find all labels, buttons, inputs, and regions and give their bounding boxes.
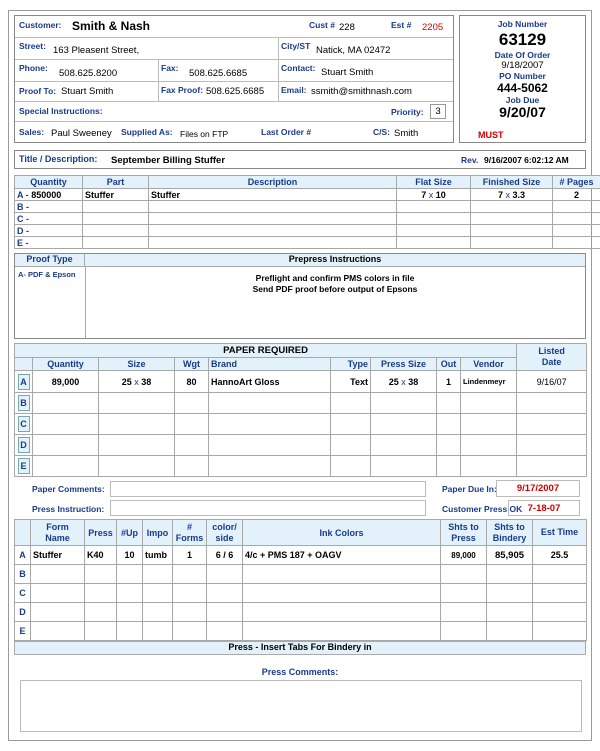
- press-header-shts-to-bindery: Shts to Bindery: [487, 520, 533, 546]
- est-no: 2205: [422, 22, 444, 33]
- parts-row: [15, 237, 600, 249]
- insert-tabs-bar: [14, 641, 586, 655]
- contact-label: Contact:: [281, 63, 316, 73]
- paper-due-label: Paper Due In:: [442, 484, 497, 494]
- date-of-order: 9/18/2007: [501, 60, 544, 71]
- phone-value: 508.625.8200: [59, 68, 118, 79]
- press-est-time: 25.5: [550, 550, 569, 560]
- paper-header-press-size: Press Size: [371, 358, 437, 371]
- date-of-order-label: Date Of Order: [494, 50, 551, 60]
- paper-row: [15, 371, 587, 393]
- press-comments-label: Press Comments:: [261, 667, 339, 677]
- parts-header-finished-size: Finished Size: [471, 176, 553, 189]
- paper-header-size: Size: [99, 358, 175, 371]
- customer-block: [14, 15, 454, 143]
- times-sign: x: [401, 376, 406, 387]
- job-number: 63129: [498, 30, 547, 49]
- fax-proof-label: Fax Proof:: [161, 85, 204, 95]
- insert-tabs-text: Press - Insert Tabs For Bindery in: [228, 642, 372, 652]
- proof-to-label: Proof To:: [19, 86, 57, 96]
- paper-row-letter[interactable]: B: [18, 395, 30, 411]
- parts-row-letter: D -: [15, 225, 83, 237]
- paper-brand: HannoArt Gloss: [211, 376, 280, 387]
- date-label: Date: [541, 357, 562, 367]
- paper-table: [14, 343, 586, 477]
- paper-wgt: 80: [186, 376, 197, 387]
- parts-row-letter: A -: [17, 189, 29, 200]
- parts-row: [15, 189, 600, 201]
- flat-size-h: 10: [435, 189, 446, 200]
- press-shts-to-press: 89,000: [451, 550, 476, 560]
- parts-table: [14, 175, 594, 249]
- customer-press-ok-label: Customer Press OK: [442, 504, 523, 514]
- sales-label: Sales:: [19, 127, 45, 137]
- paper-row: [15, 393, 587, 414]
- customer-press-ok-value: 7-18-07: [508, 500, 580, 516]
- press-header-est-time: Est Time: [533, 520, 587, 546]
- street-value: 163 Pleasent Street,: [53, 45, 140, 56]
- times-sign: x: [428, 189, 434, 200]
- parts-header-quantity: Quantity: [15, 176, 83, 189]
- job-number-label: Job Number: [497, 19, 548, 29]
- contact-value: Stuart Smith: [321, 67, 374, 78]
- rev-value: 9/16/2007 6:02:12 AM: [484, 155, 569, 165]
- finished-size-w: 7: [497, 189, 503, 200]
- press-row-letter: C: [15, 584, 31, 603]
- press-header-shts-to-press: Shts to Press: [441, 520, 487, 546]
- press-header-ink-colors: Ink Colors: [243, 520, 441, 546]
- press-row: [15, 565, 587, 584]
- city-label: City/ST: [281, 41, 311, 51]
- special-instructions-label: Special Instructions:: [19, 106, 103, 116]
- paper-comments-field[interactable]: [110, 481, 426, 497]
- email-label: Email:: [281, 85, 307, 95]
- parts-row: [15, 225, 600, 237]
- proof-type-value: A- PDF & Epson: [18, 270, 76, 279]
- prepress-label: Prepress Instructions: [288, 254, 382, 264]
- press-size-w: 25: [388, 376, 399, 387]
- press-up: 10: [124, 550, 135, 560]
- parts-row-letter: C -: [15, 213, 83, 225]
- paper-row-letter[interactable]: D: [18, 437, 30, 453]
- priority-label: Priority:: [391, 107, 424, 117]
- parts-row: [15, 213, 600, 225]
- job-due: 9/20/07: [499, 104, 546, 120]
- paper-vendor: Lindenmeyr: [463, 377, 506, 386]
- paper-row-letter[interactable]: C: [18, 416, 30, 432]
- job-due-label: Job Due: [505, 95, 540, 105]
- press-header-up: #Up: [117, 520, 143, 546]
- paper-quantity: 89,000: [51, 376, 80, 387]
- must-flag: MUST: [478, 130, 504, 140]
- rev-label: Rev.: [461, 155, 479, 165]
- press-table: [14, 519, 586, 641]
- press-ink-colors: 4/c + PMS 187 + OAGV: [245, 550, 342, 560]
- parts-description: Stuffer: [151, 189, 180, 200]
- job-block: [459, 15, 586, 143]
- last-order-label: Last Order #: [261, 127, 312, 137]
- paper-row: [15, 414, 587, 435]
- press-instruction-label: Press Instruction:: [32, 504, 105, 514]
- press-header-form-name: Form Name: [31, 520, 85, 546]
- paper-due-value: 9/17/2007: [496, 480, 580, 497]
- parts-header-part: Part: [83, 176, 149, 189]
- press-row: [15, 603, 587, 622]
- press-row-letter: B: [15, 565, 31, 584]
- paper-comments-label: Paper Comments:: [32, 484, 105, 494]
- prepress-block: [14, 253, 586, 339]
- press-comments-field[interactable]: [20, 680, 582, 732]
- paper-row: [15, 456, 587, 477]
- cs-value: Smith: [394, 128, 419, 139]
- paper-header-brand: Brand: [209, 358, 331, 371]
- cust-no: 228: [339, 22, 355, 33]
- finished-size-h: 3.3: [512, 189, 526, 200]
- paper-header-vendor: Vendor: [461, 358, 517, 371]
- press-header-impo: Impo: [143, 520, 173, 546]
- proof-to-value: Stuart Smith: [61, 86, 114, 97]
- fax-label: Fax:: [161, 63, 179, 73]
- press-row: [15, 584, 587, 603]
- parts-pages: 2: [573, 189, 579, 200]
- prepress-line-1: Preflight and confirm PMS colors in file: [255, 273, 415, 283]
- flat-size-w: 7: [421, 189, 427, 200]
- cs-label: C/S:: [373, 127, 390, 137]
- cust-no-label: Cust #: [309, 20, 335, 30]
- paper-header-type: Type: [331, 358, 371, 371]
- po-number-label: PO Number: [499, 71, 546, 81]
- parts-header-pages: # Pages: [553, 176, 600, 189]
- paper-type: Text: [350, 376, 368, 387]
- paper-out: 1: [445, 376, 451, 387]
- city-value: Natick, MA 02472: [316, 45, 391, 56]
- press-instruction-field[interactable]: [110, 500, 426, 516]
- priority-value: 3: [430, 104, 446, 119]
- press-size-h: 38: [408, 376, 419, 387]
- paper-size-w: 25: [121, 376, 132, 387]
- po-number: 444-5062: [497, 81, 548, 95]
- paper-row: [15, 435, 587, 456]
- title-row: [14, 150, 586, 169]
- parts-header-description: Description: [149, 176, 397, 189]
- press-forms: 1: [186, 550, 192, 560]
- press-row-letter: E: [15, 622, 31, 641]
- paper-row-letter[interactable]: A: [18, 374, 30, 390]
- paper-header-wgt: Wgt: [175, 358, 209, 371]
- press-press: K40: [87, 550, 104, 560]
- listed-label: Listed: [538, 346, 565, 356]
- press-row-letter: A: [15, 546, 31, 565]
- press-shts-to-bindery: 85,905: [494, 549, 525, 561]
- parts-part: Stuffer: [85, 189, 114, 200]
- proof-type-label: Proof Type: [26, 254, 73, 264]
- prepress-line-2: Send PDF proof before output of Epsons: [252, 284, 418, 294]
- customer-name: Smith & Nash: [72, 19, 151, 33]
- press-row: [15, 622, 587, 641]
- phone-label: Phone:: [19, 63, 48, 73]
- press-impo: tumb: [145, 550, 167, 560]
- paper-header-quantity: Quantity: [33, 358, 99, 371]
- times-sign: x: [134, 376, 139, 387]
- street-label: Street:: [19, 41, 46, 51]
- paper-row-letter[interactable]: E: [18, 458, 30, 474]
- paper-size-h: 38: [141, 376, 152, 387]
- supplied-as-value: Files on FTP: [180, 129, 229, 139]
- paper-required-title: PAPER REQUIRED: [15, 344, 517, 358]
- parts-quantity: 850000: [31, 189, 62, 200]
- press-header-forms: # Forms: [173, 520, 207, 546]
- fax-value: 508.625.6685: [189, 68, 248, 79]
- parts-row-letter: B -: [15, 201, 83, 213]
- sales-value: Paul Sweeney: [51, 128, 112, 139]
- email-value: ssmith@smithnash.com: [311, 86, 412, 97]
- press-form-name: Stuffer: [33, 550, 62, 560]
- title-value: September Billing Stuffer: [111, 155, 226, 166]
- parts-row-letter: E -: [15, 237, 83, 249]
- press-row-letter: D: [15, 603, 31, 622]
- paper-listed-date: 9/16/07: [517, 371, 587, 393]
- press-row: [15, 546, 587, 565]
- paper-header-out: Out: [437, 358, 461, 371]
- customer-label: Customer:: [19, 20, 62, 30]
- est-no-label: Est #: [391, 20, 412, 30]
- times-sign: x: [505, 189, 510, 200]
- press-header-press: Press: [85, 520, 117, 546]
- press-color-side: 6 / 6: [215, 550, 234, 560]
- fax-proof-value: 508.625.6685: [206, 86, 265, 97]
- press-header-color-side: color/ side: [207, 520, 243, 546]
- parts-row: [15, 201, 600, 213]
- title-label: Title / Description:: [19, 154, 98, 164]
- parts-header-flat-size: Flat Size: [397, 176, 471, 189]
- supplied-as-label: Supplied As:: [121, 127, 173, 137]
